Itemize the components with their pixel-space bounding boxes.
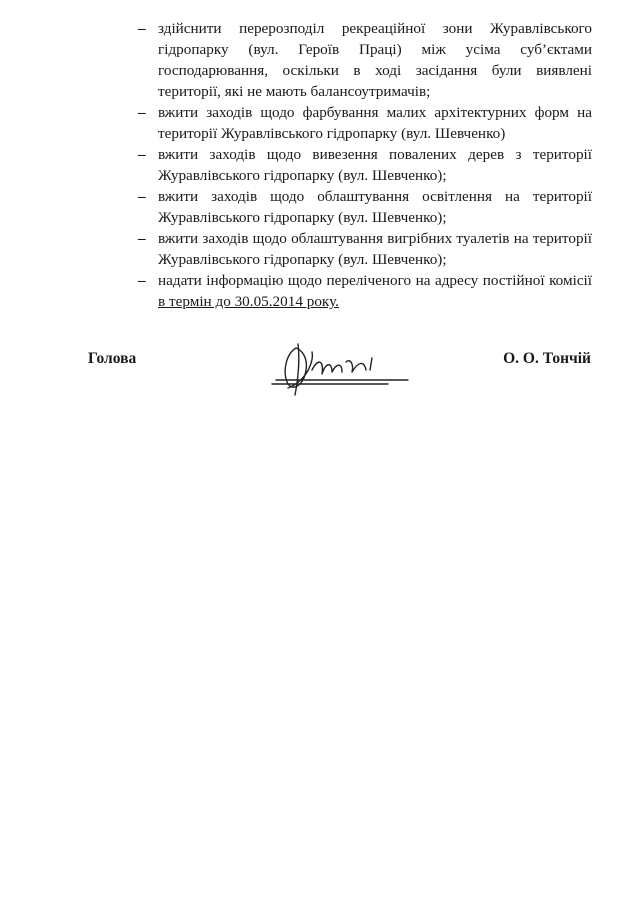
list-item-text: вжити заходів щодо облаштування вигрібних туалетів на території Журавлівського гідропарку (вул. Шевченко); bbox=[158, 230, 592, 268]
list-item-text: вжити заходів щодо облаштування освітлення на території Журавлівського гідропарку (вул. Шевченко); bbox=[158, 188, 592, 226]
list-item-deadline bbox=[138, 270, 592, 312]
dash-bullet: – bbox=[138, 188, 146, 205]
handwritten-signature bbox=[268, 340, 418, 400]
action-list bbox=[138, 18, 592, 312]
list-item-text: надати інформацію щодо переліченого на адресу постійної комісії bbox=[158, 272, 592, 289]
list-item bbox=[138, 228, 592, 270]
dash-bullet: – bbox=[138, 104, 146, 121]
list-item-text: здійснити перерозподіл рекреаційної зони Журавлівського гідропарку (вул. Героїв Праці) між усіма суб’єктами господарювання, оскільки в ході засідання були виявлені території, які не мають балансоутримачів; bbox=[158, 20, 592, 100]
dash-bullet: – bbox=[138, 146, 146, 163]
list-item bbox=[138, 144, 592, 186]
signer-name: О. О. Тончій bbox=[503, 350, 591, 367]
list-item bbox=[138, 186, 592, 228]
list-item-text: вжити заходів щодо вивезення повалених дерев з території Журавлівського гідропарку (вул. Шевченко); bbox=[158, 146, 592, 184]
dash-bullet: – bbox=[138, 230, 146, 247]
list-item bbox=[138, 18, 592, 102]
dash-bullet: – bbox=[138, 272, 146, 289]
signer-title: Голова bbox=[88, 350, 137, 367]
list-item-text: вжити заходів щодо фарбування малих архітектурних форм на території Журавлівського гідропарку (вул. Шевченко) bbox=[158, 104, 592, 142]
signature-block bbox=[0, 340, 641, 400]
list-item bbox=[138, 102, 592, 144]
dash-bullet: – bbox=[138, 20, 146, 37]
deadline-text: в термін до 30.05.2014 року. bbox=[158, 293, 339, 310]
